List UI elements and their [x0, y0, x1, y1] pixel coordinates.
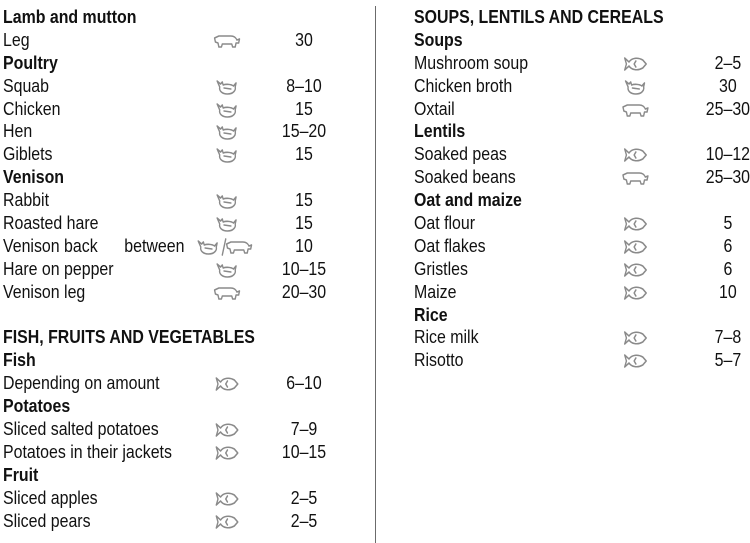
list-item [3, 280, 327, 304]
item-value: 5 [723, 212, 733, 234]
chicken-icon [212, 123, 241, 141]
list-item [414, 166, 750, 189]
item-label: Chicken [3, 97, 61, 119]
item-label: Gristles [414, 257, 468, 279]
item-value: 15–20 [281, 120, 327, 142]
item-label: Hare on pepper [3, 257, 114, 279]
item-value: 6 [723, 234, 733, 256]
fish-icon [620, 284, 649, 302]
item-value: 2–5 [290, 486, 318, 508]
chicken-icon [212, 78, 241, 96]
section-heading-fruit: Fruit [3, 463, 39, 485]
item-value: 15 [295, 143, 313, 165]
chicken-icon [212, 101, 241, 119]
chicken-icon [620, 78, 649, 96]
item-label: Potatoes in their jackets [3, 440, 172, 462]
item-label: Sliced apples [3, 486, 98, 508]
list-item [414, 51, 742, 75]
item-label: Venison leg [3, 280, 86, 302]
item-label: Oat flour [414, 212, 476, 234]
item-value: 20–30 [281, 280, 327, 302]
item-label: Giblets [3, 143, 53, 165]
item-label: Sliced pears [3, 509, 91, 531]
list-item [414, 349, 742, 372]
section-heading-potatoes: Potatoes [3, 395, 71, 417]
section-title-fish-fruits-vegetables: FISH, FRUITS AND VEGETABLES [3, 326, 255, 348]
list-item [414, 234, 733, 258]
item-value: 10 [295, 234, 313, 256]
item-value: 10–15 [281, 257, 327, 279]
item-value: 7–8 [714, 326, 742, 348]
section-heading-lamb: Lamb and mutton [3, 6, 137, 27]
spacer [3, 304, 313, 327]
pig-icon [212, 284, 241, 302]
pig-icon [620, 169, 649, 187]
chicken-icon [212, 261, 241, 279]
list-item [3, 74, 322, 98]
list-item [414, 257, 733, 281]
pig-icon [620, 101, 649, 119]
fish-icon [212, 444, 241, 462]
fish-icon [212, 513, 241, 531]
list-item [3, 29, 313, 52]
item-value: 30 [295, 28, 313, 50]
item-label: Maize [414, 280, 457, 302]
chicken-pig-icon [193, 238, 253, 256]
item-label: Depending on amount [3, 372, 160, 394]
item-label: Venison back [3, 234, 98, 256]
item-label: Roasted hare [3, 212, 99, 234]
item-value: 2–5 [290, 509, 318, 531]
section-heading-poultry: Poultry [3, 51, 58, 73]
item-value: 6–10 [286, 372, 322, 394]
list-item [3, 98, 313, 121]
item-label: Rabbit [3, 189, 49, 211]
item-label: Hen [3, 120, 33, 142]
between-label: between [124, 234, 185, 256]
fish-icon [620, 238, 649, 256]
item-label: Rice milk [414, 326, 479, 348]
item-label: Oat flakes [414, 234, 486, 256]
section-heading-soups: Soups [414, 28, 463, 50]
list-item [414, 326, 742, 349]
item-value: 6 [723, 257, 733, 279]
section-heading-rice: Rice [414, 303, 448, 325]
item-label: Chicken broth [414, 74, 513, 96]
list-item [3, 509, 318, 533]
item-value: 30 [719, 74, 737, 96]
item-value: 10–15 [281, 440, 327, 462]
item-value: 8–10 [286, 74, 322, 96]
item-value: 25–30 [705, 97, 750, 119]
list-item [3, 440, 327, 464]
item-value: 10–12 [705, 143, 750, 165]
fish-icon [212, 421, 241, 439]
list-item [414, 74, 737, 98]
list-item [3, 120, 327, 143]
item-value: 10 [719, 280, 737, 302]
item-label: Squab [3, 74, 50, 96]
list-item [3, 189, 313, 212]
list-item [3, 143, 313, 166]
left-column [3, 6, 363, 532]
section-heading-oat-maize: Oat and maize [414, 189, 522, 211]
fish-icon [620, 215, 649, 233]
item-value: 5–7 [714, 349, 742, 371]
column-divider [375, 6, 376, 543]
list-item [3, 372, 322, 395]
fish-icon [620, 261, 649, 279]
item-label: Leg [3, 28, 30, 50]
list-item [414, 280, 737, 304]
list-item [3, 257, 327, 281]
chicken-icon [212, 146, 241, 164]
section-heading-lentils: Lentils [414, 120, 466, 142]
item-value: 15 [295, 97, 313, 119]
item-label: Soaked peas [414, 143, 507, 165]
item-value: 15 [295, 212, 313, 234]
item-label: Risotto [414, 349, 464, 371]
list-item [3, 235, 313, 258]
item-label: Mushroom soup [414, 51, 529, 73]
list-item [414, 143, 750, 166]
section-title-soups-lentils-cereals: SOUPS, LENTILS AND CEREALS [414, 6, 664, 27]
item-label: Oxtail [414, 97, 455, 119]
item-label: Sliced salted potatoes [3, 418, 159, 440]
list-item [3, 418, 318, 441]
chicken-icon [212, 215, 241, 233]
fish-icon [620, 352, 649, 370]
fish-icon [212, 490, 241, 508]
fish-icon [620, 329, 649, 347]
chicken-icon [212, 192, 241, 210]
section-heading-fish: Fish [3, 349, 36, 371]
fish-icon [620, 146, 649, 164]
item-value: 7–9 [290, 418, 318, 440]
item-value: 15 [295, 189, 313, 211]
right-column [414, 6, 748, 372]
fish-icon [212, 375, 241, 393]
item-label: Soaked beans [414, 166, 516, 188]
list-item [3, 212, 313, 235]
list-item [3, 486, 318, 510]
fish-icon [620, 55, 649, 73]
section-heading-venison: Venison [3, 166, 65, 188]
pig-icon [212, 32, 241, 50]
item-value: 2–5 [714, 51, 742, 73]
list-item [414, 97, 750, 121]
list-item [414, 212, 733, 235]
item-value: 25–30 [705, 166, 750, 188]
